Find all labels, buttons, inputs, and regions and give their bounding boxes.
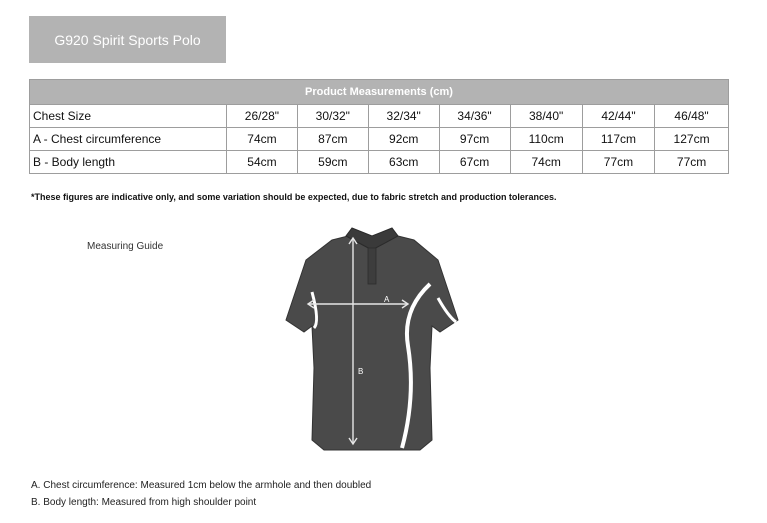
footnote-chest: A. Chest circumference: Measured 1cm below the armhole and then doubled [31,480,372,491]
row-label: B - Body length [30,151,227,174]
table-row [30,151,729,174]
placket [368,248,376,284]
table-cell: 42/44" [582,105,654,128]
table-cell: 117cm [582,128,654,151]
table-cell: 59cm [297,151,368,174]
table-cell: 110cm [510,128,582,151]
table-cell: 38/40" [510,105,582,128]
table-cell: 46/48" [655,105,729,128]
table-row [30,105,729,128]
table-cell: 77cm [655,151,729,174]
product-title: G920 Spirit Sports Polo [29,16,226,63]
table-cell: 30/32" [297,105,368,128]
table-cell: 32/34" [368,105,439,128]
table-heading: Product Measurements (cm) [30,80,729,105]
table-cell: 74cm [227,128,298,151]
row-label: Chest Size [30,105,227,128]
measuring-guide-title: Measuring Guide [87,241,164,252]
table-cell: 92cm [368,128,439,151]
label-b: B [358,367,364,376]
table-cell: 97cm [439,128,510,151]
table-cell: 127cm [655,128,729,151]
polo-shirt-diagram [280,226,465,458]
table-cell: 54cm [227,151,298,174]
label-a: A [384,295,390,304]
footnote-length: B. Body length: Measured from high shoulder point [31,497,257,508]
table-cell: 87cm [297,128,368,151]
table-cell: 63cm [368,151,439,174]
table-row [30,128,729,151]
table-cell: 67cm [439,151,510,174]
table-cell: 77cm [582,151,654,174]
row-label: A - Chest circumference [30,128,227,151]
table-cell: 26/28" [227,105,298,128]
measurements-table [29,79,729,174]
table-cell: 34/36" [439,105,510,128]
disclaimer-note: *These figures are indicative only, and some variation should be expected, due to fabric stretch and production tolerances. [31,192,557,202]
table-cell: 74cm [510,151,582,174]
